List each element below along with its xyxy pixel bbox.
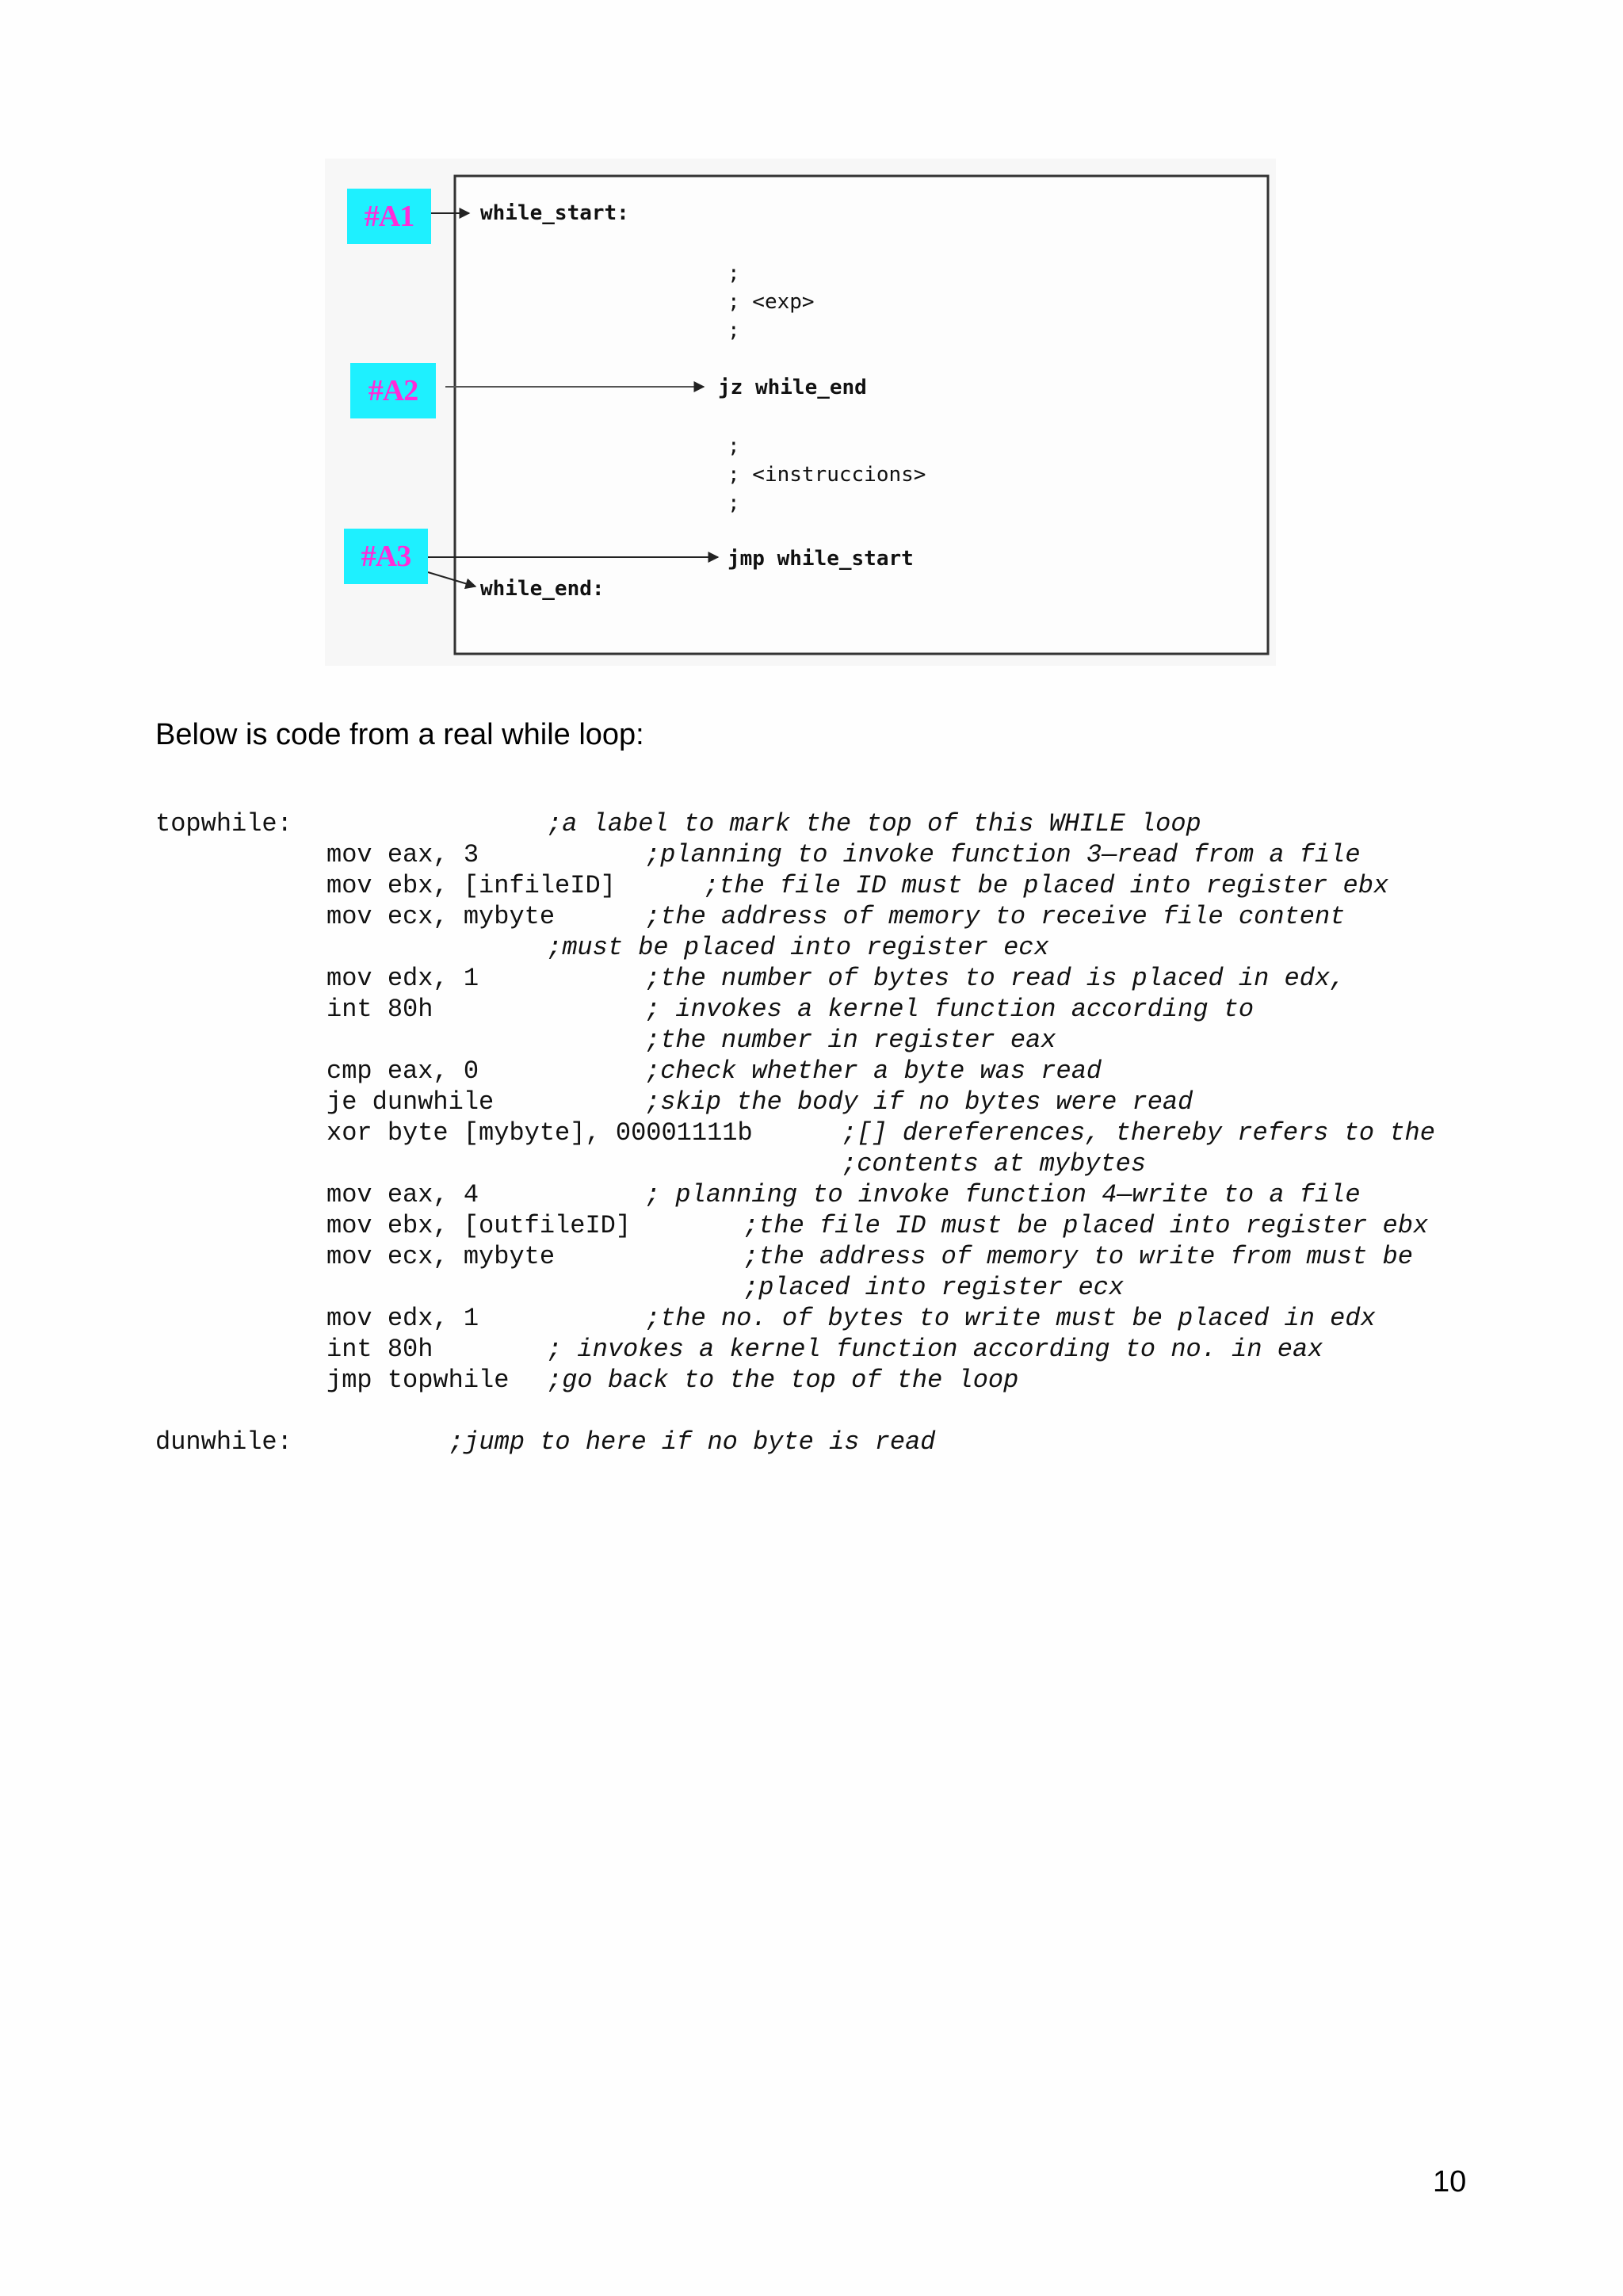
code-comment: ; invokes a kernel function according to (645, 995, 1254, 1024)
diagram-while-start: while_start: (480, 201, 629, 225)
diagram-jmp: jmp while_start (727, 547, 914, 571)
code-instruction: mov eax, 4 (327, 1180, 479, 1209)
code-instruction: jmp topwhile (327, 1366, 510, 1395)
code-comment: ;[] dereferences, thereby refers to the (842, 1118, 1435, 1148)
page-number: 10 (1433, 2165, 1467, 2199)
diagram-exp: ; <exp> (727, 290, 815, 314)
code-comment: ;skip the body if no bytes were read (645, 1087, 1193, 1117)
code-instruction: int 80h (327, 995, 433, 1024)
diagram-semicolon-4: ; (727, 491, 740, 515)
code-comment: ;a label to mark the top of this WHILE loop (547, 809, 1201, 839)
code-comment: ;the number in register eax (645, 1026, 1056, 1055)
code-instruction: mov ebx, [infileID] (327, 871, 616, 900)
code-instruction: mov edx, 1 (327, 1304, 479, 1333)
code-instruction: int 80h (327, 1335, 433, 1364)
code-comment: ;the address of memory to write from must be (743, 1242, 1413, 1271)
code-comment: ;must be placed into register ecx (547, 933, 1049, 962)
code-label: topwhile: (155, 809, 292, 839)
code-comment: ;contents at mybytes (842, 1149, 1147, 1179)
code-comment: ;planning to invoke function 3—read from a file (645, 840, 1361, 869)
code-instruction: je dunwhile (327, 1087, 495, 1117)
code-comment: ; planning to invoke function 4—write to a file (645, 1180, 1361, 1209)
tag-a3: #A3 (344, 529, 428, 584)
code-instruction: xor byte [mybyte], 00001111b (327, 1118, 753, 1148)
code-comment: ;the file ID must be placed into register ebx (704, 871, 1389, 900)
code-instruction: cmp eax, 0 (327, 1056, 479, 1086)
code-instruction: mov edx, 1 (327, 964, 479, 993)
code-instruction: mov ecx, mybyte (327, 1242, 556, 1271)
diagram-jz: jz while_end (718, 376, 867, 399)
code-comment: ; invokes a kernel function according to no. in eax (547, 1335, 1323, 1364)
diagram-instruccions: ; <instruccions> (727, 463, 926, 487)
code-comment: ;the file ID must be placed into register ebx (743, 1211, 1429, 1240)
code-comment: ;check whether a byte was read (645, 1056, 1102, 1086)
code-comment: ;the no. of bytes to write must be placed in edx (645, 1304, 1376, 1333)
diagram-semicolon-2: ; (727, 319, 740, 342)
diagram-semicolon-1: ; (727, 262, 740, 285)
code-comment: ;the address of memory to receive file content (645, 902, 1346, 931)
code-comment: ;go back to the top of the loop (547, 1366, 1019, 1395)
while-loop-diagram (325, 159, 1276, 666)
code-comment: ;jump to here if no byte is read (449, 1427, 936, 1457)
diagram-while-end: while_end: (480, 577, 605, 601)
code-instruction: mov ecx, mybyte (327, 902, 556, 931)
diagram-lines (325, 159, 1276, 666)
tag-a2: #A2 (350, 363, 436, 418)
code-instruction: mov eax, 3 (327, 840, 479, 869)
diagram-semicolon-3: ; (727, 434, 740, 458)
code-instruction: mov ebx, [outfileID] (327, 1211, 632, 1240)
code-comment: ;the number of bytes to read is placed in edx, (645, 964, 1346, 993)
code-comment: ;placed into register ecx (743, 1273, 1125, 1302)
tag-a1: #A1 (347, 189, 431, 244)
intro-text: Below is code from a real while loop: (155, 718, 644, 751)
code-label: dunwhile: (155, 1427, 292, 1457)
